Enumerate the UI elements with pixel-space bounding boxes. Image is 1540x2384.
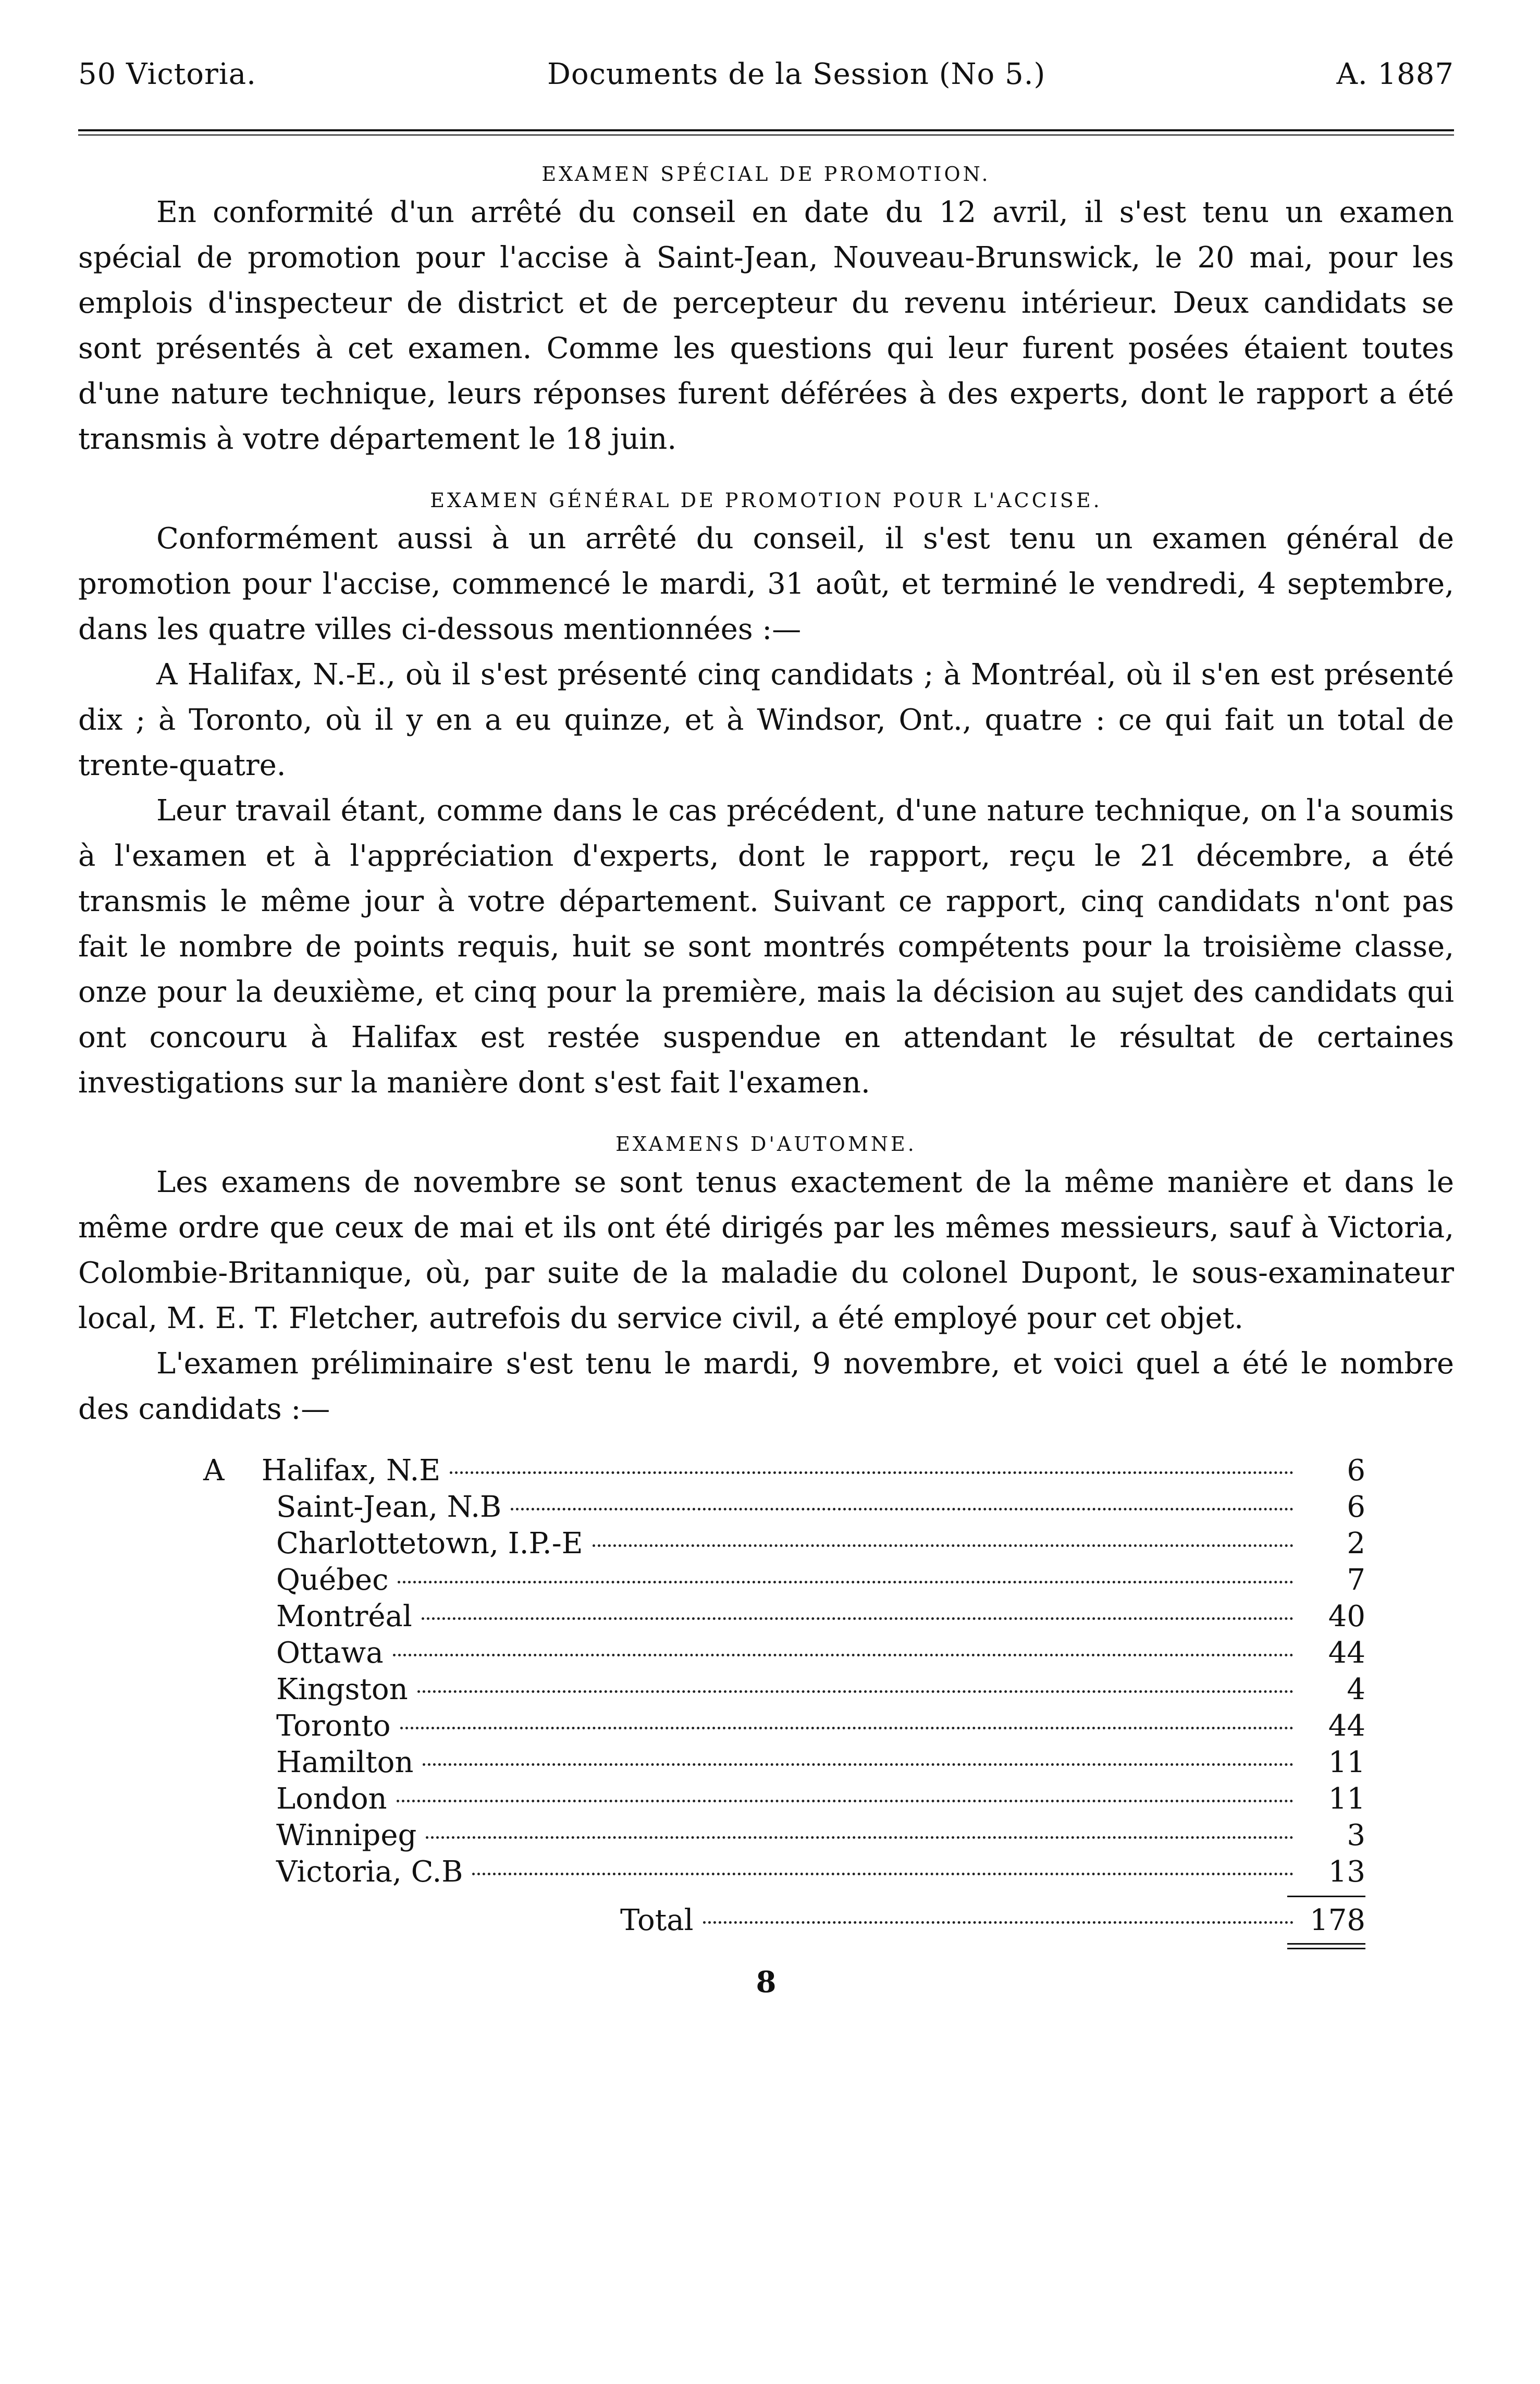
city-name: Hamilton [276, 1746, 414, 1779]
candidate-count: 13 [1328, 1855, 1365, 1889]
list-item [203, 1599, 1365, 1635]
paragraph-general-exam-results: Leur travail étant, comme dans le cas précédent, d'une nature technique, on l'a soumis à l'examen et à l'appréciation d'experts, dont le rapport, reçu le 21 décembre, a été transmis le même jour à votre département. Suivant ce rapport, cinq candidats n'ont pas fait le nombre de points requis, huit se sont montrés compétents pour la troisième classe, onze pour la deuxième, et cinq pour la première, mais la décision au sujet des candidats qui ont concouru à Halifax est restée suspendue en attendant le résultat de certaines investigations sur la manière dont s'est fait l'examen. [78, 794, 1454, 1100]
section-title-special-exam: EXAMEN SPÉCIAL DE PROMOTION. [541, 163, 991, 186]
list-item [203, 1672, 1365, 1708]
list-item [203, 1817, 1365, 1854]
list-item [203, 1781, 1365, 1817]
section-title-autumn-exams: EXAMENS D'AUTOMNE. [615, 1133, 917, 1156]
candidate-count: 2 [1347, 1527, 1365, 1560]
total-label: Total [620, 1903, 694, 1937]
total-row [620, 1902, 1365, 1939]
list-item [203, 1562, 1365, 1599]
header-left: 50 Victoria. [78, 57, 256, 91]
leader-dots [511, 1508, 1293, 1510]
paragraph-general-exam-cities: A Halifax, N.-E., où il s'est présenté cinq candidats ; à Montréal, où il s'en est présenté dix ; à Toronto, où il y en a eu quinze, et à Windsor, Ont., quatre : ce qui fait un total de trente-quatre. [78, 658, 1454, 782]
leader-dots [450, 1471, 1293, 1474]
header-rule [78, 129, 1454, 136]
header-center: Documents de la Session (No 5.) [547, 57, 1046, 91]
city-name: Charlottetown, I.P.-E [276, 1527, 583, 1560]
running-header [78, 57, 1454, 99]
candidate-count: 11 [1328, 1782, 1365, 1816]
leader-dots [393, 1654, 1293, 1656]
candidate-count: 6 [1347, 1454, 1365, 1488]
city-name: Ottawa [276, 1636, 384, 1670]
list-item [203, 1744, 1365, 1781]
list-item [203, 1453, 1365, 1489]
candidates-list [203, 1453, 1365, 1949]
total-double-rule [1287, 1943, 1365, 1949]
paragraph-preliminary-exam: L'examen préliminaire s'est tenu le mardi, 9 novembre, et voici quel a été le nombre des candidats :— [78, 1347, 1454, 1426]
leader-dots [423, 1763, 1293, 1766]
leader-dots [397, 1800, 1293, 1802]
paragraph-special-exam: En conformité d'un arrêté du conseil en date du 12 avril, il s'est tenu un examen spécial de promotion pour l'accise à Saint-Jean, Nouveau-Brunswick, le 20 mai, pour les emplois d'inspecteur de district et de percepteur du revenu intérieur. Deux candidats se sont présentés à cet examen. Comme les questions qui leur furent posées étaient toutes d'une nature technique, leurs réponses furent déférées à des experts, dont le rapport a été transmis à votre département le 18 juin. [78, 195, 1454, 456]
leader-dots [400, 1727, 1294, 1729]
candidate-count: 4 [1347, 1673, 1365, 1706]
candidate-count: 7 [1347, 1563, 1365, 1597]
paragraph-general-exam-intro: Conformément aussi à un arrêté du conseil, il s'est tenu un examen général de promotion pour l'accise, commencé le mardi, 31 août, et terminé le vendredi, 4 septembre, dans les quatre villes ci-dessous mentionnées :— [78, 522, 1454, 646]
leader-dots [417, 1690, 1293, 1693]
candidate-count: 44 [1328, 1709, 1365, 1743]
list-item [203, 1854, 1365, 1890]
city-name: Kingston [276, 1673, 408, 1706]
candidate-count: 44 [1328, 1636, 1365, 1670]
city-name: Winnipeg [276, 1818, 417, 1852]
leader-dots [472, 1873, 1293, 1875]
document-page [78, 57, 1454, 1999]
city-name: Toronto [276, 1709, 391, 1743]
city-name: London [276, 1782, 387, 1816]
total-value: 178 [1310, 1903, 1365, 1937]
list-item [203, 1489, 1365, 1526]
city-name: Victoria, C.B [276, 1855, 463, 1889]
header-right: A. 1887 [1336, 57, 1454, 91]
candidate-count: 3 [1347, 1818, 1365, 1852]
list-item [203, 1635, 1365, 1672]
leader-dots [426, 1836, 1293, 1839]
leader-dots [398, 1581, 1293, 1583]
city-name: Halifax, N.E [261, 1454, 441, 1488]
leader-dots [422, 1617, 1293, 1620]
candidate-count: 6 [1347, 1490, 1365, 1524]
subtotal-rule [1287, 1896, 1365, 1897]
list-item [203, 1526, 1365, 1562]
page-number: 8 [756, 1965, 777, 1999]
city-name: Québec [276, 1563, 389, 1597]
paragraph-autumn-exams: Les examens de novembre se sont tenus exactement de la même manière et dans le même ordre que ceux de mai et ils ont été dirigés par les mêmes messieurs, sauf à Victoria, Colombie-Britannique, où, par suite de la maladie du colonel Dupont, le sous-examinateur local, M. E. T. Fletcher, autrefois du service civil, a été employé pour cet objet. [78, 1165, 1454, 1335]
list-item [203, 1708, 1365, 1744]
leader-dots [703, 1921, 1293, 1924]
city-name: Montréal [276, 1600, 412, 1633]
section-title-general-exam: EXAMEN GÉNÉRAL DE PROMOTION POUR L'ACCISE. [430, 489, 1102, 512]
candidate-count: 11 [1328, 1746, 1365, 1779]
candidate-count: 40 [1328, 1600, 1365, 1633]
city-name: Saint-Jean, N.B [276, 1490, 502, 1524]
list-prefix: A [203, 1454, 225, 1488]
leader-dots [593, 1544, 1293, 1547]
